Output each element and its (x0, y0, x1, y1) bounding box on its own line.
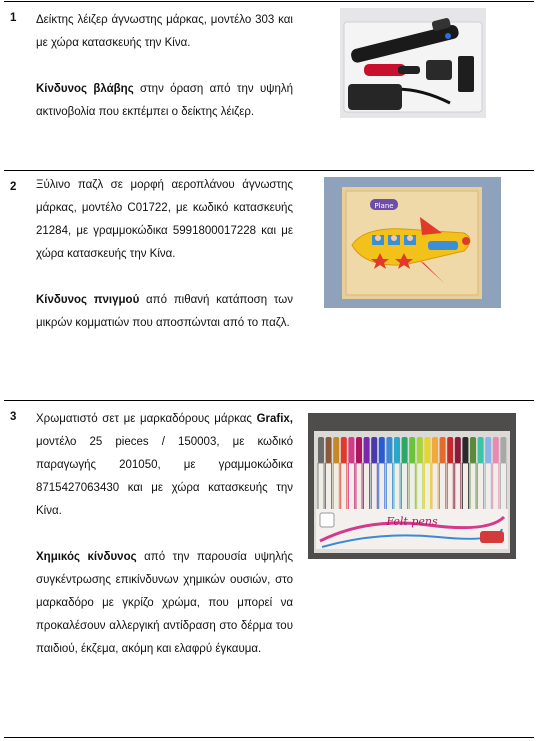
marker-body (485, 463, 491, 511)
marker-cap (485, 437, 491, 463)
marker-body (462, 463, 468, 511)
marker-body (326, 463, 332, 511)
marker-body (318, 463, 324, 511)
marker-cap (417, 437, 423, 463)
laser-pointer-icon (340, 8, 486, 118)
marker-cap (462, 437, 468, 463)
laser-pointer-photo (340, 8, 486, 118)
risk-title: Κίνδυνος βλάβης (36, 83, 134, 95)
marker-cap (432, 437, 438, 463)
airplane-puzzle-icon (324, 177, 501, 308)
item-description: Δείκτης λέιζερ άγνωστης μάρκας, μοντέλο 303 και με χώρα κατασκευής την Κίνα. (36, 14, 293, 49)
marker-set-icon (308, 413, 516, 559)
marker-body (409, 463, 415, 511)
marker-cap (386, 437, 392, 463)
marker-body (424, 463, 430, 511)
marker-set-photo (308, 413, 516, 559)
marker-body (455, 463, 461, 511)
marker-body (379, 463, 385, 511)
item-text (36, 9, 293, 124)
marker-body (440, 463, 446, 511)
risk-text: στην όραση από την υψηλή ακτινοβολία που εκπέμπει ο δείκτης λέιζερ. (36, 83, 293, 118)
marker-cap (341, 437, 347, 463)
marker-cap (348, 437, 354, 463)
marker-body (432, 463, 438, 511)
marker-body (356, 463, 362, 511)
marker-body (402, 463, 408, 511)
marker-cap (402, 437, 408, 463)
item-text (36, 174, 293, 335)
brand-name: Grafix, (256, 413, 293, 425)
marker-cap (500, 437, 506, 463)
item-number: 1 (10, 12, 17, 24)
marker-cap (424, 437, 430, 463)
item-risk (36, 78, 293, 124)
marker-cap (364, 437, 370, 463)
risk-text: από πιθανή κατάποση των μικρών κομματιών που αποσπώνται από το παζλ. (36, 294, 293, 329)
item-row-1 (4, 1, 534, 171)
item-number: 2 (10, 181, 17, 193)
wooden-airplane-puzzle-photo (324, 177, 501, 308)
marker-cap (493, 437, 499, 463)
item-risk (36, 289, 293, 335)
marker-body (333, 463, 339, 511)
item-text (36, 408, 293, 661)
marker-cap (318, 437, 324, 463)
item-row-3 (4, 400, 534, 738)
marker-body (364, 463, 370, 511)
item-row-2 (4, 170, 534, 401)
marker-cap (333, 437, 339, 463)
marker-body (348, 463, 354, 511)
item-description: Ξύλινο παζλ σε μορφή αεροπλάνου άγνωστης μάρκας, μοντέλο C01722, με κωδικό κατασκευής 21284, με γραμμοκώδικα 5991800017228 και με χώρα κατασκευής την Κίνα. (36, 179, 293, 260)
marker-cap (470, 437, 476, 463)
marker-body (341, 463, 347, 511)
marker-cap (409, 437, 415, 463)
item-description: Χρωματιστό σετ με μαρκαδόρους μάρκας Grafix, μοντέλο 25 pieces / 150003, με κωδικό παραγωγής 201050, με γραμμοκώδικα 8715427063430 και με χώρα κατασκευής την Κίνα. (36, 413, 293, 517)
puzzle-tag: Plane (374, 202, 394, 210)
risk-text: από την παρουσία υψηλής συγκέντρωσης επικίνδυνων χημικών ουσιών, στο μαρκαδόρο με γκρίζο χρώμα, που μπορεί να προκαλέσουν αλλεργική αντίδραση στο δέρμα του παιδιού, έκζεμα, ακόμη και ελαφρύ έγκαυμα. (36, 551, 293, 655)
marker-cap (440, 437, 446, 463)
marker-cap (478, 437, 484, 463)
marker-body (417, 463, 423, 511)
marker-body (394, 463, 400, 511)
pack-label: Felt pens (386, 515, 438, 528)
marker-body (470, 463, 476, 511)
marker-body (371, 463, 377, 511)
risk-title: Κίνδυνος πνιγμού (36, 294, 140, 306)
marker-cap (379, 437, 385, 463)
marker-cap (447, 437, 453, 463)
table-bottom-border (4, 737, 534, 738)
marker-cap (455, 437, 461, 463)
marker-body (386, 463, 392, 511)
risk-title: Χημικός κίνδυνος (36, 551, 137, 563)
marker-cap (326, 437, 332, 463)
marker-cap (394, 437, 400, 463)
item-number: 3 (10, 411, 17, 423)
marker-body (500, 463, 506, 511)
marker-cap (356, 437, 362, 463)
marker-body (493, 463, 499, 511)
marker-body (447, 463, 453, 511)
marker-cap (371, 437, 377, 463)
marker-body (478, 463, 484, 511)
item-risk (36, 546, 293, 661)
